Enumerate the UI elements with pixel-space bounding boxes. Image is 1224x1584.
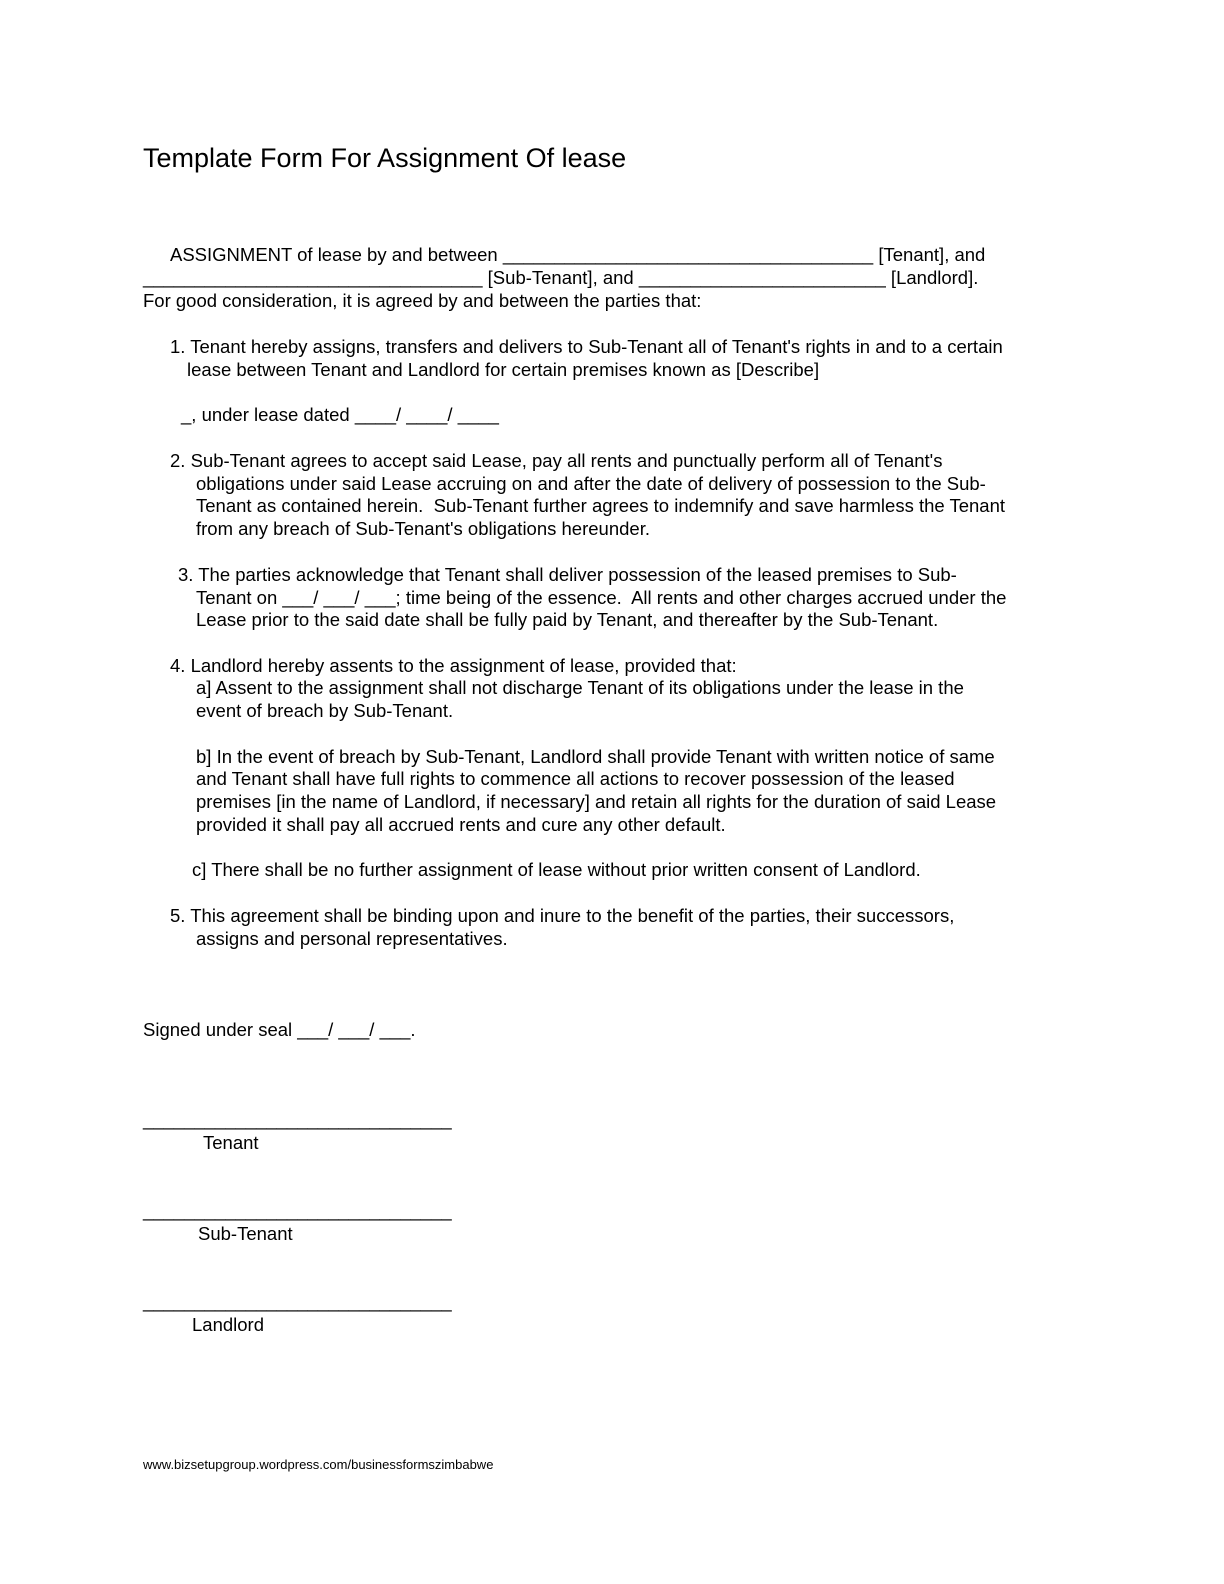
signature-line: ______________________________: [143, 1291, 452, 1312]
subclause-line: premises [in the name of Landlord, if necessary] and retain all rights for the duration of said Lease: [196, 791, 997, 812]
subclause-line: and Tenant shall have full rights to commence all actions to recover possession of the leased: [196, 768, 955, 789]
clause-line: 5. This agreement shall be binding upon and inure to the benefit of the parties, their successors,: [170, 905, 955, 926]
clause-line: assigns and personal representatives.: [196, 928, 508, 949]
clause-line: Tenant on ___/ ___/ ___; time being of the essence. All rents and other charges accrued under the: [196, 587, 1007, 608]
signature-label: Sub-Tenant: [198, 1223, 293, 1244]
clause-line: _, under lease dated ____/ ____/ ____: [181, 404, 499, 425]
clause-line: lease between Tenant and Landlord for certain premises known as [Describe]: [187, 359, 820, 380]
clause-line: obligations under said Lease accruing on and after the date of delivery of possession to the Sub-: [196, 473, 986, 494]
intro-line: ASSIGNMENT of lease by and between ____________________________________ [Tenant], and: [170, 244, 986, 265]
subclause-line: b] In the event of breach by Sub-Tenant, Landlord shall provide Tenant with written notice of same: [196, 746, 995, 767]
clause-line: 1. Tenant hereby assigns, transfers and delivers to Sub-Tenant all of Tenant's rights in and to a certain: [170, 336, 1003, 357]
signature-label: Tenant: [203, 1132, 259, 1153]
clause-line: 4. Landlord hereby assents to the assignment of lease, provided that:: [170, 655, 737, 676]
signature-line: ______________________________: [143, 1200, 452, 1221]
subclause-line: provided it shall pay all accrued rents and cure any other default.: [196, 814, 726, 835]
clause-line: Tenant as contained herein. Sub-Tenant further agrees to indemnify and save harmless the Tenant: [196, 495, 1006, 516]
subclause-line: a] Assent to the assignment shall not discharge Tenant of its obligations under the lease in the: [196, 677, 964, 698]
signature-label: Landlord: [192, 1314, 265, 1335]
footer-url: www.bizsetupgroup.wordpress.com/businessformszimbabwe: [143, 1457, 494, 1472]
subclause-line: event of breach by Sub-Tenant.: [196, 700, 454, 721]
clause-line: Lease prior to the said date shall be fully paid by Tenant, and thereafter by the Sub-Tenant.: [196, 609, 939, 630]
clause-line: 3. The parties acknowledge that Tenant shall deliver possession of the leased premises to Sub-: [178, 564, 957, 585]
intro-line: For good consideration, it is agreed by and between the parties that:: [143, 290, 702, 311]
clause-line: from any breach of Sub-Tenant's obligations hereunder.: [196, 518, 650, 539]
intro-line: _________________________________ [Sub-Tenant], and ________________________ [Landlord].: [143, 267, 979, 288]
page-title: Template Form For Assignment Of lease: [143, 143, 627, 173]
clause-line: 2. Sub-Tenant agrees to accept said Lease, pay all rents and punctually perform all of Tenant's: [170, 450, 943, 471]
signed-under-seal: Signed under seal ___/ ___/ ___.: [143, 1019, 416, 1040]
subclause-line: c] There shall be no further assignment of lease without prior written consent of Landlord.: [192, 859, 921, 880]
signature-line: ______________________________: [143, 1109, 452, 1130]
